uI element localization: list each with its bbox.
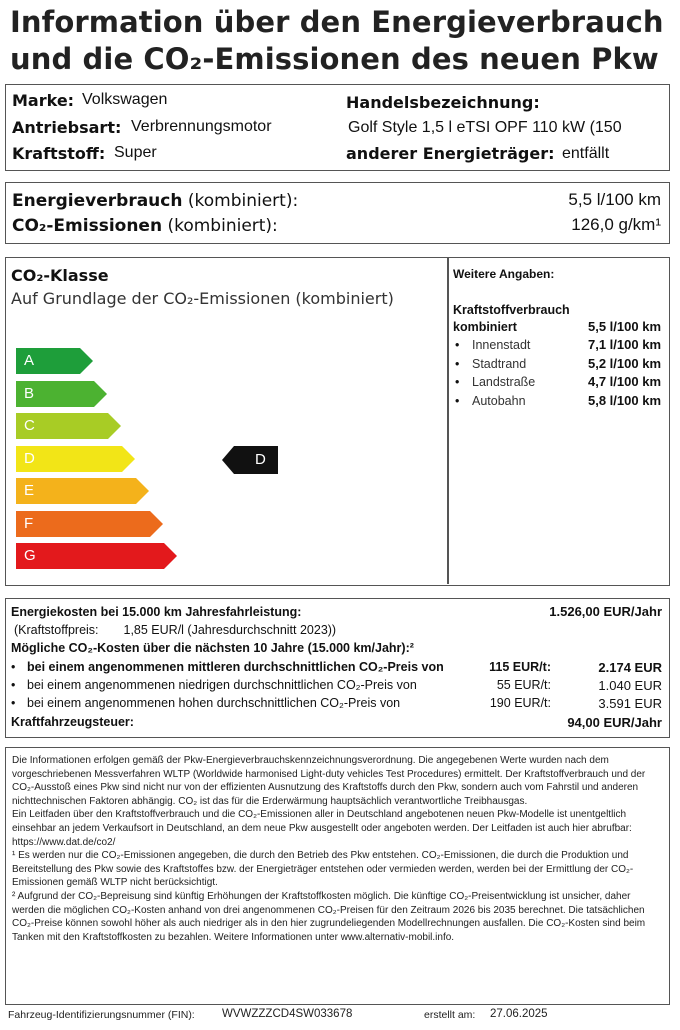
fuel-price-row	[14, 623, 336, 637]
scenario-price: 190 EUR/t:	[489, 696, 551, 710]
title-line-1: Information über den Energieverbrauch	[10, 5, 664, 39]
further-row-value: 7,1 l/100 km	[588, 337, 661, 352]
fine-print-footnote-2: ² Aufgrund der CO₂-Bepreisung sind künftig Erhöhungen der Kraftstoffkosten möglich. Die künftige CO₂-Preisentwicklung ist unsicher, daher werden die möglichen CO₂-Kosten anhand von drei angenommenen CO₂-Preisen für den Zeitraum 2026 bis 2035 berechnet. Die tatsächlichen CO₂-Preise können sowohl höher als auch niedriger als in den hier zugrundeliegenden Modellrechnungen ausfallen. Die CO₂-Kosten sind beim Tanken mit den Kraftstoffkosten zu bezahlen. Weitere Informationen unter www.alternativ-mobil.info.	[12, 890, 646, 943]
possible-costs-label: Mögliche CO₂-Kosten über die nächsten 10 Jahre (15.000 km/Jahr):²	[11, 641, 414, 655]
fuel-value: Super	[114, 144, 157, 161]
class-letter: E	[24, 482, 35, 499]
drive-value: Verbrennungsmotor	[131, 118, 272, 135]
scenario-text: bei einem angenommenen hohen durchschnittlichen CO₂-Preis von	[27, 696, 401, 710]
class-letter: G	[24, 547, 36, 564]
class-letter: B	[24, 384, 35, 402]
class-arrow-c	[16, 413, 121, 439]
bullet-icon: •	[455, 393, 460, 408]
further-row-label: Stadtrand	[472, 356, 527, 371]
other-energy-value: entfällt	[562, 145, 610, 162]
combined-label: kombiniert	[453, 320, 517, 334]
fine-print	[12, 754, 664, 944]
co2-emissions-row	[12, 216, 278, 236]
brand-value: Volkswagen	[82, 91, 168, 108]
vehicle-box	[5, 84, 670, 171]
further-row-label: Autobahn	[472, 393, 526, 408]
class-arrow-g	[16, 543, 177, 569]
tax-value: 94,00 EUR/Jahr	[567, 715, 662, 730]
combined-value: 5,5 l/100 km	[588, 319, 661, 334]
co2-class-box	[5, 257, 670, 586]
vin-label: Fahrzeug-Identifizierungsnummer (FIN):	[8, 1009, 195, 1021]
current-class-marker	[222, 446, 278, 474]
bullet-icon: •	[455, 356, 460, 371]
vin-value: WVWZZZCD4SW033678	[222, 1008, 353, 1020]
co2-suffix: (kombiniert):	[167, 216, 278, 236]
class-arrow-f	[16, 511, 163, 537]
energy-costs-value: 1.526,00 EUR/Jahr	[549, 604, 662, 619]
scenario-value: 3.591 EUR	[598, 696, 662, 711]
class-letter: A	[24, 352, 35, 369]
fuel-price-label: (Kraftstoffpreis:	[14, 623, 99, 637]
class-letter: F	[24, 514, 34, 532]
scenario-price: 55 EUR/t:	[496, 678, 551, 692]
costs-box	[5, 598, 670, 738]
fine-print-paragraph: Ein Leitfaden über den Kraftstoffverbrauch und die CO₂-Emissionen aller in Deutschland angebotenen neuen Pkw-Modelle ist unentgeltlich einsehbar an jedem Verkaufsort in Deutschland, an dem neue Pkw ausgestellt oder angeboten werden. Der Leitfaden ist auch hier abrufbar: https://www.dat.de/co2/	[12, 809, 632, 848]
fine-print-box	[5, 747, 670, 1005]
further-row-label: Innenstadt	[472, 338, 531, 352]
further-title: Weitere Angaben:	[453, 267, 555, 281]
scenario-value: 2.174 EUR	[598, 660, 662, 675]
co2-value: 126,0 g/km¹	[571, 215, 661, 234]
class-arrow-b	[16, 381, 107, 407]
scenario-price: 115 EUR/t:	[489, 660, 551, 674]
trade-label: Handelsbezeichnung:	[346, 93, 540, 112]
created-label: erstellt am:	[424, 1009, 476, 1021]
fuel-price-value: 1,85 EUR/l (Jahresdurchschnitt 2023))	[123, 623, 337, 637]
fine-print-paragraph: Die Informationen erfolgen gemäß der Pkw-Energieverbrauchskennzeichnungsverordnung. Die angegebenen Werte wurden nach dem vorgeschriebenen Messverfahren WLTP (Worldwide harmonised Light-duty vehicles Test Procedures) ermittelt. Der Kraftstoffverbrauch und der CO₂-Ausstoß eines Pkw sind nicht nur von der effizienten Ausnutzung des Kraftstoffs durch den Pkw, sondern auch vom Fahrstil und anderen nichttechnischen Faktoren abhängig. CO₂ ist das für die Erderwärmung hauptsächlich verantwortliche Treibhausgas.	[12, 755, 646, 807]
scenario-text: bei einem angenommenen niedrigen durchschnittlichen CO₂-Preis von	[27, 678, 417, 692]
title-line-2: und die CO₂-Emissionen des neuen Pkw	[10, 42, 659, 76]
consumption-box	[5, 182, 670, 244]
scenario-text: bei einem angenommenen mittleren durchschnittlichen CO₂-Preis von	[27, 660, 444, 674]
co2-class-subtitle: Auf Grundlage der CO₂-Emissionen (kombiniert)	[11, 289, 394, 308]
current-class-arrow-icon	[222, 446, 278, 474]
scenario-value: 1.040 EUR	[598, 678, 662, 693]
co2-class-title: CO₂-Klasse	[11, 266, 109, 285]
fuel-label: Kraftstoff:	[12, 144, 106, 163]
bullet-icon: •	[455, 375, 460, 389]
energy-label: Energieverbrauch	[12, 191, 183, 211]
created-value: 27.06.2025	[490, 1008, 548, 1020]
class-letter: D	[24, 449, 35, 467]
class-letter: C	[24, 417, 35, 434]
further-row-value: 4,7 l/100 km	[588, 374, 661, 389]
fine-print-footnote-1: ¹ Es werden nur die CO₂-Emissionen angegeben, die durch den Betrieb des Pkw entstehen. CO₂-Emissionen, die durch die Produktion und Bereitstellung des Pkw sowie des Kraftstoffes bzw. der Energieträger entstehen oder vermieden werden, werden bei der Ermittlung der CO₂-Emissionen gemäß WLTP nicht berücksichtigt.	[12, 850, 634, 889]
tax-label: Kraftfahrzeugsteuer:	[11, 715, 134, 729]
further-row-value: 5,8 l/100 km	[588, 392, 661, 408]
bullet-icon: •	[11, 678, 16, 692]
page-title	[10, 4, 670, 78]
energy-costs-label: Energiekosten bei 15.000 km Jahresfahrleistung:	[11, 605, 302, 619]
energy-consumption-row	[12, 191, 298, 211]
other-energy-label: anderer Energieträger:	[346, 144, 555, 163]
bullet-icon: •	[11, 696, 16, 710]
class-arrow-d	[16, 446, 135, 472]
further-row-value: 5,2 l/100 km	[588, 355, 661, 371]
vertical-divider	[447, 258, 449, 584]
class-arrow-e	[16, 478, 149, 504]
fuel-consumption-title: Kraftstoffverbrauch	[453, 303, 570, 317]
brand-label: Marke:	[12, 91, 75, 110]
co2-label: CO₂-Emissionen	[12, 216, 163, 236]
further-row-label: Landstraße	[472, 375, 536, 389]
drive-label: Antriebsart:	[12, 118, 122, 137]
current-class-letter: D	[255, 451, 266, 468]
class-arrow-a	[16, 348, 93, 374]
bullet-icon: •	[455, 338, 460, 352]
bullet-icon: •	[11, 660, 16, 674]
trade-value: Golf Style 1,5 l eTSI OPF 110 kW (150	[348, 119, 622, 136]
energy-suffix: (kombiniert):	[187, 191, 299, 211]
energy-value: 5,5 l/100 km	[568, 190, 661, 209]
